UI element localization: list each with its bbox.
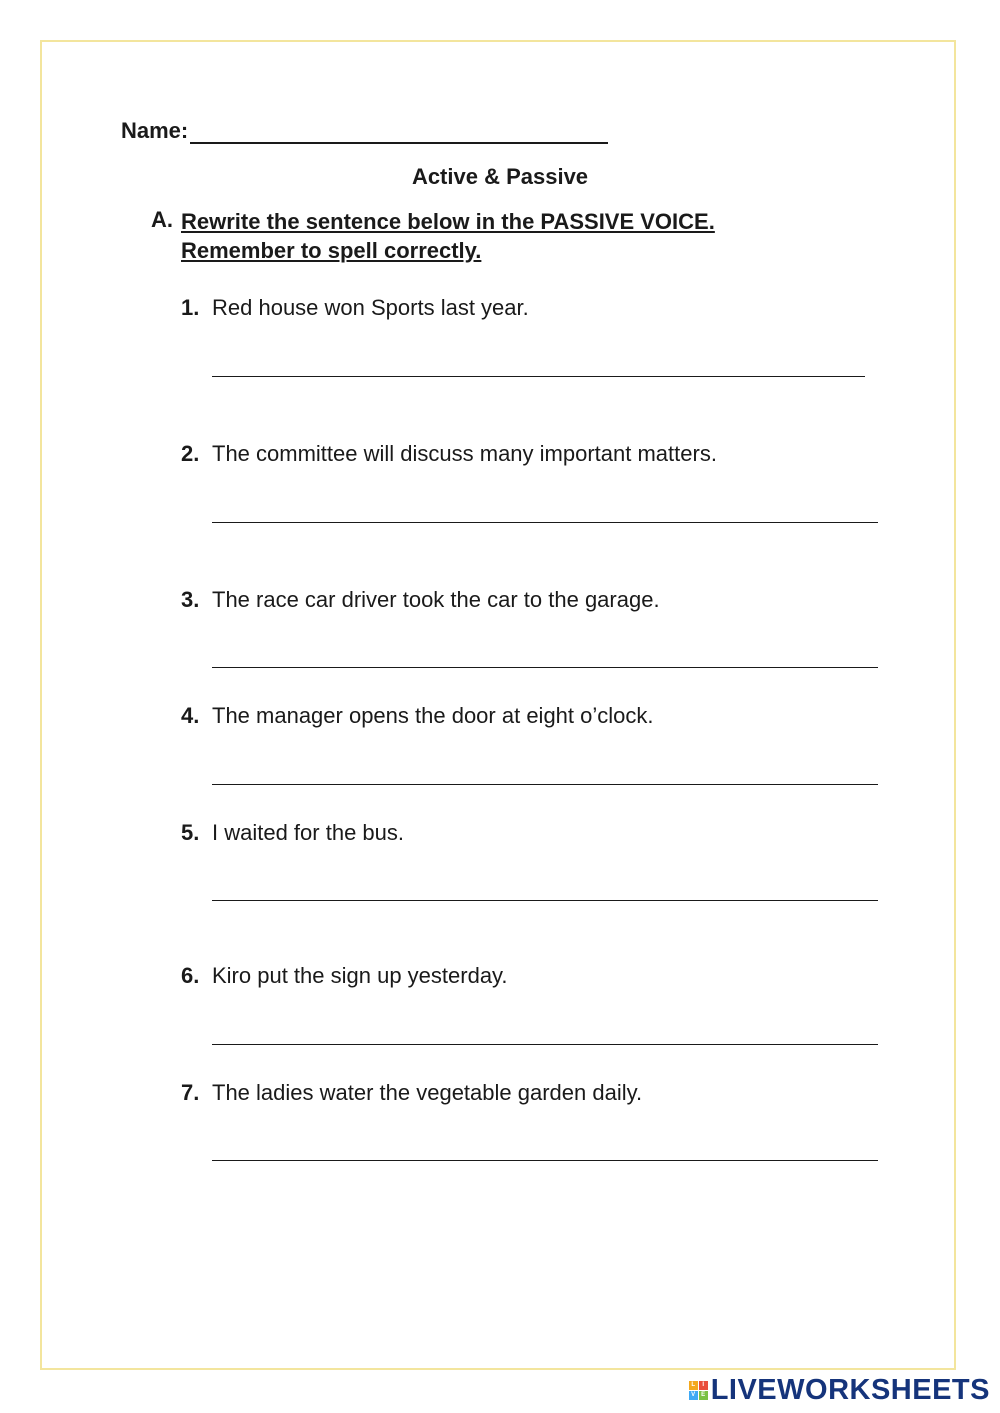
question-number: 3. xyxy=(181,587,200,612)
question-text: The committee will discuss many important matters. xyxy=(212,441,717,466)
section-instruction xyxy=(181,207,831,265)
question-text: Kiro put the sign up yesterday. xyxy=(212,963,508,988)
question-number: 6. xyxy=(181,963,200,988)
question-text: I waited for the bus. xyxy=(212,820,404,845)
question-text: The race car driver took the car to the garage. xyxy=(212,587,660,612)
answer-line-2[interactable] xyxy=(212,522,878,523)
answer-line-7[interactable] xyxy=(212,1160,878,1161)
worksheet-title: Active & Passive xyxy=(411,164,589,189)
question-number: 2. xyxy=(181,441,200,466)
question-text: The ladies water the vegetable garden daily. xyxy=(212,1080,643,1105)
liveworksheets-logo-icon: L I V E xyxy=(689,1381,708,1400)
question-text: The manager opens the door at eight o’clock. xyxy=(212,703,654,728)
answer-line-4[interactable] xyxy=(212,784,878,785)
answer-line-5[interactable] xyxy=(212,900,878,901)
answer-line-1[interactable] xyxy=(212,376,865,377)
liveworksheets-logo[interactable] xyxy=(689,1374,990,1407)
instruction-line-1: Rewrite the sentence below in the PASSIVE VOICE. xyxy=(181,209,715,234)
instruction-line-2: Remember to spell correctly. xyxy=(181,238,482,263)
name-label: Name: xyxy=(121,118,189,143)
question-number: 1. xyxy=(181,295,200,320)
question-number: 5. xyxy=(181,820,200,845)
logo-text: LIVEWORKSHEETS xyxy=(710,1374,990,1406)
section-letter: A. xyxy=(151,207,173,232)
question-text: Red house won Sports last year. xyxy=(212,295,529,320)
answer-line-3[interactable] xyxy=(212,667,878,668)
question-number: 7. xyxy=(181,1080,200,1105)
answer-line-6[interactable] xyxy=(212,1044,878,1045)
name-input-line[interactable] xyxy=(190,118,608,144)
name-field-row xyxy=(121,118,608,144)
question-number: 4. xyxy=(181,703,200,728)
